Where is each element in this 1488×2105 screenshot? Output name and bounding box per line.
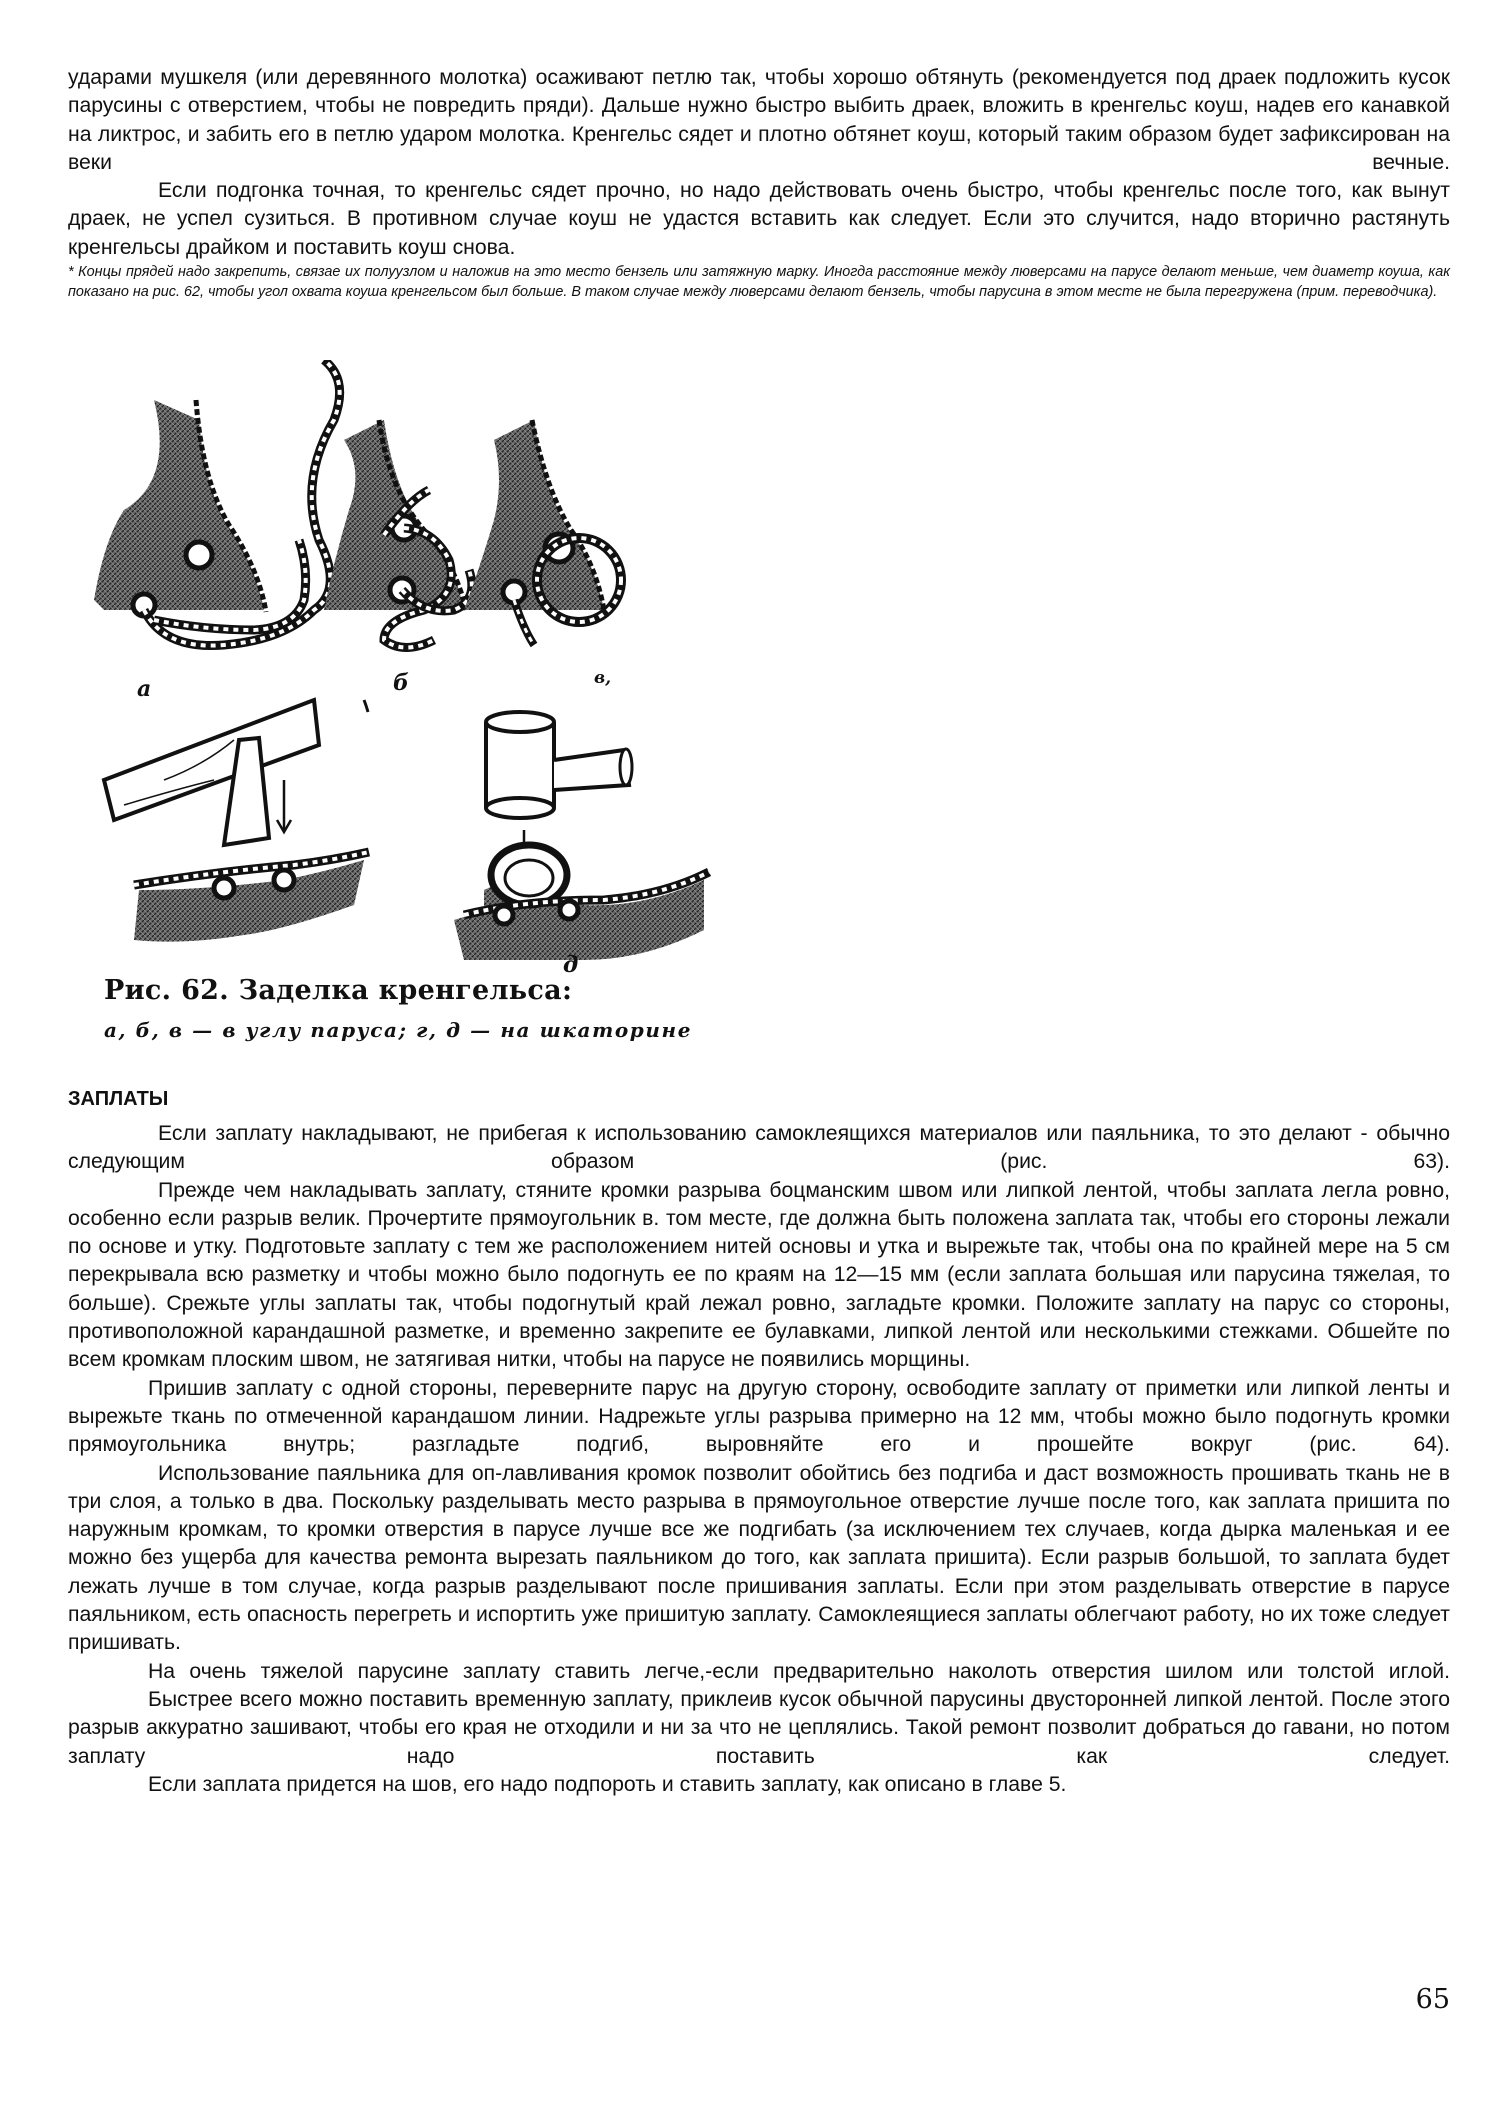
sail-corner-b: [324, 420, 472, 648]
top-text-block: [68, 64, 1450, 302]
paragraph-heavy-canvas: На очень тяжелой парусине заплату ставить легче,-если предварительно наколоть отверстия шилом или толстой иглой.: [148, 1659, 1450, 1683]
paragraph-kringle-seating: ударами мушкеля (или деревянного молотка) осаживают петлю так, чтобы хорошо обтянуть (рекомендуется под драек подложить кусок парусины с отверстием, чтобы не повредить пряди). Дальше нужно быстро выбить драек, вложить в кренгельс коуш, надев его канавкой на ликтрос, и забить его в петлю ударом молотка. Кренгельс сядет и плотно обтянет коуш, который таким образом будет зафиксирован на веки вечные.: [68, 66, 1450, 174]
paragraph-patch-on-seam: Если заплата придется на шов, его надо подпороть и ставить заплату, как описано в главе 5.: [148, 1772, 1067, 1796]
figure-caption-title: Рис. 62. Заделка кренгельса:: [104, 975, 573, 1006]
section-heading: ЗАПЛАТЫ: [68, 1088, 169, 1110]
figure-label-v: в,: [594, 668, 612, 688]
figure-62-illustration: [84, 360, 734, 1060]
footnote: * Концы прядей надо закрепить, связае их полуузлом и наложив на это место бензель или затяжную марку. Иногда расстояние между люверсами на парусе делают меньше, чем диаметр коуша, как показано на рис. 62, чтобы угол охвата коуша кренгельсом был больше. В таком случае между люверсами делают бензель, чтобы парусина в этом месте не была перегружена (прим. переводчика).: [68, 264, 1450, 301]
paragraph-kringle-fit: Если подгонка точная, то кренгельс сядет прочно, но надо действовать очень быстро, чтобы кренгельс после того, как вынут драек, не успел сузиться. В противном случае коуш не удастся вставить как следует. Если это случится, надо вторично растянуть кренгельсы драйком и поставить коуш снова.: [68, 179, 1450, 259]
mallet-and-thimble: [364, 700, 709, 960]
figure-label-d: д: [563, 952, 579, 978]
patches-text-block: [68, 1120, 1450, 1799]
paragraph-patch-flip: Пришив заплату с одной стороны, переверните парус на другую сторону, освободите заплату от приметки или липкой ленты и вырежьте ткань по отмеченной карандашом линии. Надрежьте углы разрыва примерно на 12 мм, чтобы можно было подогнуть кромки прямоугольника внутрь; разгладьте подгиб, выровняйте его и прошейте вокруг (рис. 64).: [68, 1376, 1450, 1457]
sail-corner-v: [464, 420, 621, 645]
figure-label-a: а: [137, 676, 152, 702]
paragraph-soldering-iron: Использование паяльника для оп-лавливания кромок позволит обойтись без подгиба и даст возможность прошивать ткань не в три слоя, а только в два. Поскольку разделывать место разрыва в прямоугольное отверстие лучше после того, как заплата пришита по наружным кромкам, то кромки отверстия в парусе лучше все же подгибать (за исключением тех случаев, когда дырка маленькая и ее можно без ущерба для качества ремонта вырезать паяльником до того, как заплата пришита). Если разрыв большой, то заплата будет лежать лучше в том случае, когда разрыв разделывают после пришивания заплаты. Если при этом разделывать отверстие в парусе паяльником, есть опасность перегреть и испортить уже пришитую заплату. Самоклеящиеся заплаты облегчают работу, но их тоже следует пришивать.: [68, 1461, 1450, 1655]
page-number: 65: [1415, 1984, 1450, 2015]
drift-on-boltrope: [104, 700, 369, 942]
paragraph-patch-intro: Если заплату накладывают, не прибегая к использованию самоклеящихся материалов или паяльника, то это делают - обычно следующим образом (рис. 63).: [68, 1122, 1450, 1174]
sail-corner-a: [94, 360, 340, 646]
figure-caption-subtitle: а, б, в — в углу паруса; г, д — на шкаторине: [104, 1018, 693, 1042]
paragraph-temporary-patch: Быстрее всего можно поставить временную заплату, приклеив кусок обычной парусины двусторонней липкой лентой. После этого разрыв аккуратно зашивают, чтобы его края не отходили и ни за что не цеплялись. Такой ремонт позволит добраться до гавани, но потом заплату надо поставить как следует.: [68, 1687, 1450, 1768]
paragraph-patch-preparation: Прежде чем накладывать заплату, стяните кромки разрыва боцманским швом или липкой лентой, чтобы заплата легла ровно, особенно если разрыв велик. Прочертите прямоугольник в. том месте, где должна быть положена заплата так, чтобы его стороны лежали по основе и утку. Подготовьте заплату с тем же расположением нитей основы и утка и вырежьте так, чтобы она по крайней мере на 5 см перекрывала всю разметку и чтобы можно было подогнуть ее по краям на 12—15 мм (если заплата большая или парусина тяжелая, то больше). Срежьте углы заплаты так, чтобы подогнутый край лежал ровно, загладьте кромки. Положите заплату на парус со стороны, противоположной карандашной разметке, и временно закрепите ее булавками, липкой лентой или несколькими стежками. Обшейте по всем кромкам плоским швом, не затягивая нитки, чтобы на парусе не появились морщины.: [68, 1178, 1450, 1372]
figure-label-b: б: [393, 670, 409, 696]
